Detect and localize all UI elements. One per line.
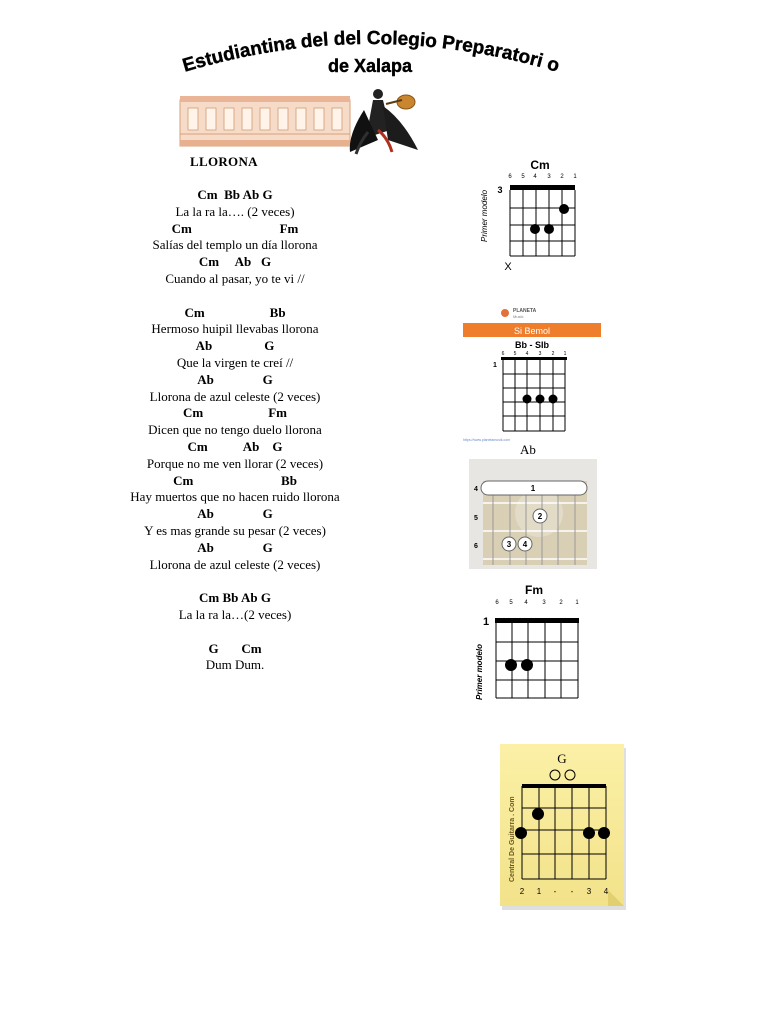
- g-finger-4: -: [553, 887, 557, 896]
- bb-string-4: 4: [525, 351, 529, 357]
- cm-side-label: Primer modelo: [480, 189, 489, 242]
- fm-name: Fm: [525, 583, 543, 597]
- ab-fret-4: 4: [474, 486, 478, 493]
- bb-dot: [523, 395, 532, 404]
- bb-string-3: 3: [538, 351, 542, 357]
- g-dot: [583, 827, 595, 839]
- lyric-line: Dicen que no tengo duelo llorona: [148, 422, 322, 438]
- lyric-line: Cuando al pasar, yo te vi //: [165, 271, 305, 286]
- chord-line: Ab G: [197, 371, 273, 387]
- song-title: LLORONA: [190, 154, 258, 169]
- g-name: G: [557, 751, 567, 766]
- chord-line: Cm Fm: [183, 405, 287, 421]
- g-dot: [515, 827, 527, 839]
- bb-brand2: Musik: [513, 314, 524, 319]
- lyric-line: Que la virgen te creí //: [176, 355, 294, 370]
- cm-string-5: 5: [521, 174, 525, 180]
- g-finger-2: 3: [586, 887, 592, 896]
- chord-diagram-bb: [463, 303, 603, 445]
- header-title-line1: Estudiantina del del Colegio Preparatori o: [180, 27, 562, 77]
- ab-finger-1: 1: [530, 484, 536, 493]
- lyric-line: La la ra la…(2 veces): [178, 607, 292, 622]
- g-finger-3: -: [570, 887, 574, 896]
- cm-dot: [559, 204, 569, 214]
- cm-string-4: 4: [533, 174, 537, 180]
- ab-fret-6: 6: [474, 543, 478, 550]
- header-banner-image: [178, 80, 424, 156]
- bb-footer: https://www.planetamusik.com: [463, 438, 511, 442]
- bb-fret-number: 1: [493, 362, 497, 369]
- lyric-line: Hermoso huipil llevabas llorona: [151, 321, 319, 337]
- cm-dot: [544, 224, 554, 234]
- g-side-label: Central De Guitarra . Com: [509, 796, 516, 882]
- chord-line: Ab G: [195, 338, 275, 354]
- cm-string-6: 6: [508, 174, 512, 180]
- fm-dot: [505, 659, 517, 671]
- ab-label: Ab: [520, 442, 536, 457]
- ab-finger-4: 4: [522, 540, 528, 549]
- bb-dot: [549, 395, 558, 404]
- bb-string-6: 6: [501, 351, 505, 357]
- fm-string-4: 4: [524, 600, 528, 606]
- lyric-line: Y es mas grande su pesar (2 veces): [144, 523, 326, 538]
- fm-string-6: 6: [495, 600, 499, 606]
- g-finger-6: 2: [519, 887, 525, 896]
- g-finger-1: 4: [603, 887, 609, 896]
- bb-name: Bb - SIb: [515, 340, 549, 350]
- bb-string-2: 2: [551, 351, 555, 357]
- cm-string-2: 2: [560, 174, 564, 180]
- fm-dot: [521, 659, 533, 671]
- chord-line: Cm Bb Ab G: [197, 187, 273, 202]
- fm-fret-number: 1: [482, 616, 490, 628]
- lyric-line: Porque no me ven llorar (2 veces): [146, 455, 324, 471]
- bb-dot: [536, 395, 545, 404]
- cm-string-1: 1: [573, 174, 577, 180]
- bb-brand1: PLANETA: [513, 308, 537, 314]
- header-title-line2: de Xalapa: [327, 56, 413, 76]
- g-dot: [532, 808, 544, 820]
- chord-line: Cm Bb Ab G: [199, 590, 271, 606]
- fm-side-label: Primer modelo: [475, 643, 484, 700]
- cm-dot: [530, 224, 540, 234]
- chord-diagram-fm: [470, 580, 590, 704]
- lyric-line: Hay muertos que no hacen ruido llorona: [130, 489, 340, 505]
- ab-fret-5: 5: [474, 515, 478, 522]
- chord-line: Cm Fm: [171, 220, 299, 236]
- chord-line: Cm Bb: [173, 472, 297, 488]
- chord-line: Cm Bb: [184, 304, 286, 320]
- cm-fret-number: 3: [497, 185, 503, 195]
- fm-string-3: 3: [542, 600, 546, 606]
- bb-header: Si Bemol: [513, 326, 551, 336]
- ab-finger-3: 3: [506, 540, 512, 549]
- lyric-line: Dum Dum.: [205, 657, 265, 673]
- g-finger-5: 1: [536, 887, 542, 896]
- lyric-line: Salías del templo un día llorona: [152, 237, 318, 253]
- ab-finger-2: 2: [537, 512, 543, 521]
- bb-string-1: 1: [563, 351, 567, 357]
- g-dot: [598, 827, 610, 839]
- cm-string-3: 3: [547, 174, 551, 180]
- chord-line: G Cm: [208, 640, 262, 656]
- chord-line: Cm Ab G: [198, 254, 272, 270]
- fm-string-1: 1: [575, 600, 579, 606]
- cm-mute-x: X: [504, 261, 512, 273]
- chord-line: Cm Ab G: [187, 439, 283, 454]
- chord-diagram-g: [498, 742, 630, 914]
- bb-string-5: 5: [513, 351, 517, 357]
- chord-diagram-cm: [478, 156, 588, 276]
- chord-line: Ab G: [197, 539, 273, 555]
- lyric-line: Llorona de azul celeste (2 veces): [149, 388, 321, 404]
- chord-diagram-ab: [469, 459, 597, 569]
- fm-string-5: 5: [509, 600, 513, 606]
- chord-line: Ab G: [197, 506, 273, 522]
- lyric-line: Llorona de azul celeste (2 veces): [149, 556, 321, 572]
- cm-name: Cm: [530, 158, 550, 172]
- lyric-line: La la ra la…. (2 veces): [175, 203, 295, 219]
- fm-string-2: 2: [559, 600, 563, 606]
